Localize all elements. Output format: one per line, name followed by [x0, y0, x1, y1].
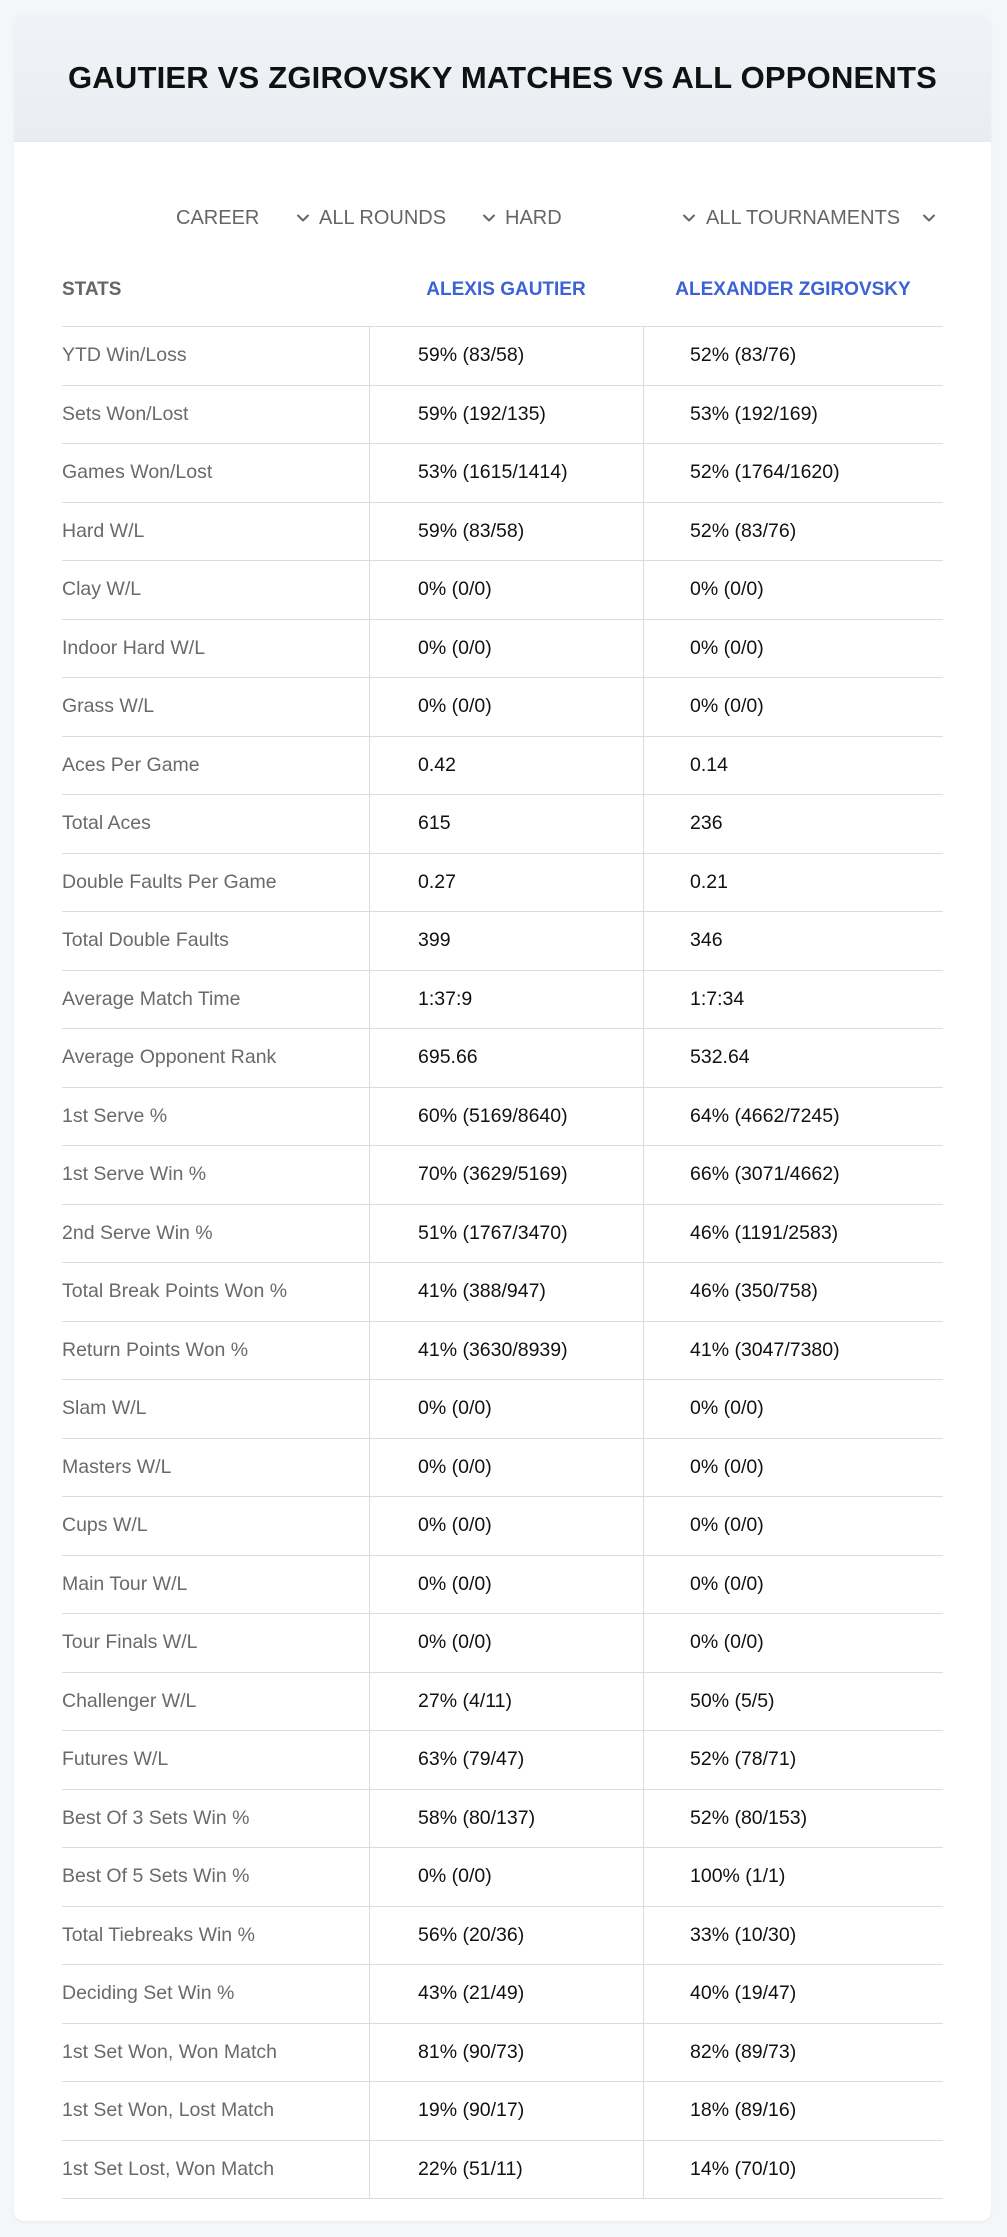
stat-label: Aces Per Game [62, 753, 200, 776]
stat-label: Total Double Faults [62, 929, 229, 952]
player1-stat-value: 0.42 [369, 737, 643, 795]
player1-stat-value: 0% (0/0) [369, 1848, 643, 1906]
stat-label: Games Won/Lost [62, 461, 213, 484]
table-row [62, 1439, 943, 1498]
stat-label: Best Of 3 Sets Win % [62, 1806, 250, 1829]
player2-stat-value: 40% (19/47) [643, 1965, 943, 2023]
table-row [62, 1614, 943, 1673]
stat-label: Return Points Won % [62, 1338, 249, 1361]
table-row [62, 1965, 943, 2024]
table-row [62, 1907, 943, 1966]
player2-stat-value: 0.21 [643, 854, 943, 912]
player2-stat-value: 50% (5/5) [643, 1673, 943, 1731]
stat-label: Average Match Time [62, 987, 241, 1010]
player1-stat-value: 0% (0/0) [369, 678, 643, 736]
chevron-down-icon [480, 209, 498, 227]
surface-select[interactable] [505, 192, 698, 244]
table-row [62, 1263, 943, 1322]
player2-stat-value: 0% (0/0) [643, 620, 943, 678]
player2-stat-value: 0% (0/0) [643, 1439, 943, 1497]
table-row [62, 795, 943, 854]
table-row [62, 854, 943, 913]
stat-label: Masters W/L [62, 1455, 172, 1478]
player1-stat-value: 41% (3630/8939) [369, 1322, 643, 1380]
stat-label: 1st Set Won, Lost Match [62, 2099, 275, 2122]
stat-label: Challenger W/L [62, 1689, 197, 1712]
filter-bar [14, 192, 991, 244]
player1-stat-value: 53% (1615/1414) [369, 444, 643, 502]
stat-label: Tour Finals W/L [62, 1631, 198, 1654]
table-row [62, 737, 943, 796]
player2-stat-value: 64% (4662/7245) [643, 1088, 943, 1146]
table-row [62, 678, 943, 737]
player1-stat-value: 0% (0/0) [369, 1439, 643, 1497]
table-row [62, 1205, 943, 1264]
player1-stat-value: 0% (0/0) [369, 561, 643, 619]
tournaments-select-value: ALL TOURNAMENTS [706, 206, 901, 229]
player2-column-header[interactable]: ALEXANDER ZGIROVSKY [675, 279, 911, 300]
stat-label: Average Opponent Rank [62, 1046, 277, 1069]
player1-stat-value: 0% (0/0) [369, 1497, 643, 1555]
chevron-down-icon [680, 209, 698, 227]
table-row [62, 444, 943, 503]
player2-stat-value: 0% (0/0) [643, 1614, 943, 1672]
stat-label: Main Tour W/L [62, 1572, 188, 1595]
player2-stat-value: 532.64 [643, 1029, 943, 1087]
player1-stat-value: 27% (4/11) [369, 1673, 643, 1731]
player2-stat-value: 52% (83/76) [643, 327, 943, 385]
stat-label: 2nd Serve Win % [62, 1221, 213, 1244]
table-row [62, 386, 943, 445]
stat-label: Cups W/L [62, 1514, 148, 1537]
player2-stat-value: 0.14 [643, 737, 943, 795]
player1-stat-value: 0% (0/0) [369, 1614, 643, 1672]
player1-stat-value: 0% (0/0) [369, 1556, 643, 1614]
player2-stat-value: 46% (1191/2583) [643, 1205, 943, 1263]
player2-stat-value: 53% (192/169) [643, 386, 943, 444]
table-row [62, 620, 943, 679]
player1-stat-value: 0% (0/0) [369, 620, 643, 678]
player1-stat-value: 58% (80/137) [369, 1790, 643, 1848]
period-select-value: CAREER [176, 206, 260, 229]
stat-label: Total Tiebreaks Win % [62, 1923, 255, 1946]
stat-label: Total Break Points Won % [62, 1280, 288, 1303]
player1-stat-value: 399 [369, 912, 643, 970]
table-row [62, 1380, 943, 1439]
table-row [62, 561, 943, 620]
stat-label: YTD Win/Loss [62, 344, 187, 367]
player1-stat-value: 22% (51/11) [369, 2141, 643, 2199]
player1-stat-value: 695.66 [369, 1029, 643, 1087]
player2-stat-value: 46% (350/758) [643, 1263, 943, 1321]
stat-label: Total Aces [62, 812, 151, 835]
player1-stat-value: 1:37:9 [369, 971, 643, 1029]
stat-label: 1st Set Won, Won Match [62, 2040, 277, 2063]
stat-label: Clay W/L [62, 578, 142, 601]
stat-label: Best Of 5 Sets Win % [62, 1865, 250, 1888]
player2-stat-value: 52% (83/76) [643, 503, 943, 561]
stats-card [14, 14, 991, 2221]
player1-stat-value: 70% (3629/5169) [369, 1146, 643, 1204]
player1-stat-value: 43% (21/49) [369, 1965, 643, 2023]
player1-stat-value: 60% (5169/8640) [369, 1088, 643, 1146]
player1-column-header[interactable]: ALEXIS GAUTIER [426, 279, 586, 300]
table-row [62, 2024, 943, 2083]
table-row [62, 1322, 943, 1381]
player2-stat-value: 346 [643, 912, 943, 970]
rounds-select[interactable] [319, 192, 498, 244]
player2-stat-value: 18% (89/16) [643, 2082, 943, 2140]
stats-table [62, 254, 943, 2199]
player2-stat-value: 14% (70/10) [643, 2141, 943, 2199]
tournaments-select[interactable] [706, 192, 938, 244]
player2-stat-value: 1:7:34 [643, 971, 943, 1029]
stats-column-header: STATS [62, 279, 122, 300]
table-body [62, 327, 943, 2199]
player1-stat-value: 51% (1767/3470) [369, 1205, 643, 1263]
card-header [14, 14, 991, 142]
surface-select-value: HARD [505, 206, 562, 229]
player2-stat-value: 0% (0/0) [643, 561, 943, 619]
stat-label: 1st Set Lost, Won Match [62, 2157, 275, 2180]
table-row [62, 503, 943, 562]
player2-stat-value: 41% (3047/7380) [643, 1322, 943, 1380]
player2-stat-value: 0% (0/0) [643, 1556, 943, 1614]
player2-stat-value: 0% (0/0) [643, 1380, 943, 1438]
table-row [62, 1731, 943, 1790]
page-title: GAUTIER VS ZGIROVSKY MATCHES VS ALL OPPONENTS [67, 59, 938, 95]
player1-stat-value: 19% (90/17) [369, 2082, 643, 2140]
table-row [62, 1088, 943, 1147]
player2-stat-value: 0% (0/0) [643, 1497, 943, 1555]
player2-stat-value: 66% (3071/4662) [643, 1146, 943, 1204]
stat-label: Futures W/L [62, 1748, 169, 1771]
player1-stat-value: 59% (83/58) [369, 503, 643, 561]
player2-stat-value: 236 [643, 795, 943, 853]
table-row [62, 1146, 943, 1205]
player1-stat-value: 0.27 [369, 854, 643, 912]
table-row [62, 1790, 943, 1849]
player2-stat-value: 52% (78/71) [643, 1731, 943, 1789]
rounds-select-value: ALL ROUNDS [319, 206, 447, 229]
chevron-down-icon [920, 209, 938, 227]
table-row [62, 327, 943, 386]
table-row [62, 1029, 943, 1088]
player1-stat-value: 59% (83/58) [369, 327, 643, 385]
table-row [62, 912, 943, 971]
table-row [62, 2141, 943, 2200]
player1-stat-value: 63% (79/47) [369, 1731, 643, 1789]
player2-stat-value: 52% (80/153) [643, 1790, 943, 1848]
period-select[interactable] [176, 192, 312, 244]
player1-stat-value: 59% (192/135) [369, 386, 643, 444]
table-row [62, 1497, 943, 1556]
table-header [62, 254, 943, 327]
stat-label: Grass W/L [62, 695, 155, 718]
stat-label: Indoor Hard W/L [62, 636, 206, 659]
player2-stat-value: 100% (1/1) [643, 1848, 943, 1906]
player2-stat-value: 82% (89/73) [643, 2024, 943, 2082]
table-row [62, 1556, 943, 1615]
stat-label: Hard W/L [62, 519, 145, 542]
chevron-down-icon [294, 209, 312, 227]
stat-label: Deciding Set Win % [62, 1982, 235, 2005]
table-row [62, 2082, 943, 2141]
player2-stat-value: 52% (1764/1620) [643, 444, 943, 502]
stat-label: Double Faults Per Game [62, 870, 277, 893]
table-row [62, 971, 943, 1030]
player1-stat-value: 0% (0/0) [369, 1380, 643, 1438]
table-row [62, 1673, 943, 1732]
player2-stat-value: 0% (0/0) [643, 678, 943, 736]
stat-label: 1st Serve Win % [62, 1163, 207, 1186]
player1-stat-value: 615 [369, 795, 643, 853]
player2-stat-value: 33% (10/30) [643, 1907, 943, 1965]
table-row [62, 1848, 943, 1907]
stat-label: Slam W/L [62, 1397, 147, 1420]
player1-stat-value: 56% (20/36) [369, 1907, 643, 1965]
player1-stat-value: 81% (90/73) [369, 2024, 643, 2082]
stat-label: 1st Serve % [62, 1104, 168, 1127]
stat-label: Sets Won/Lost [62, 402, 189, 425]
player1-stat-value: 41% (388/947) [369, 1263, 643, 1321]
